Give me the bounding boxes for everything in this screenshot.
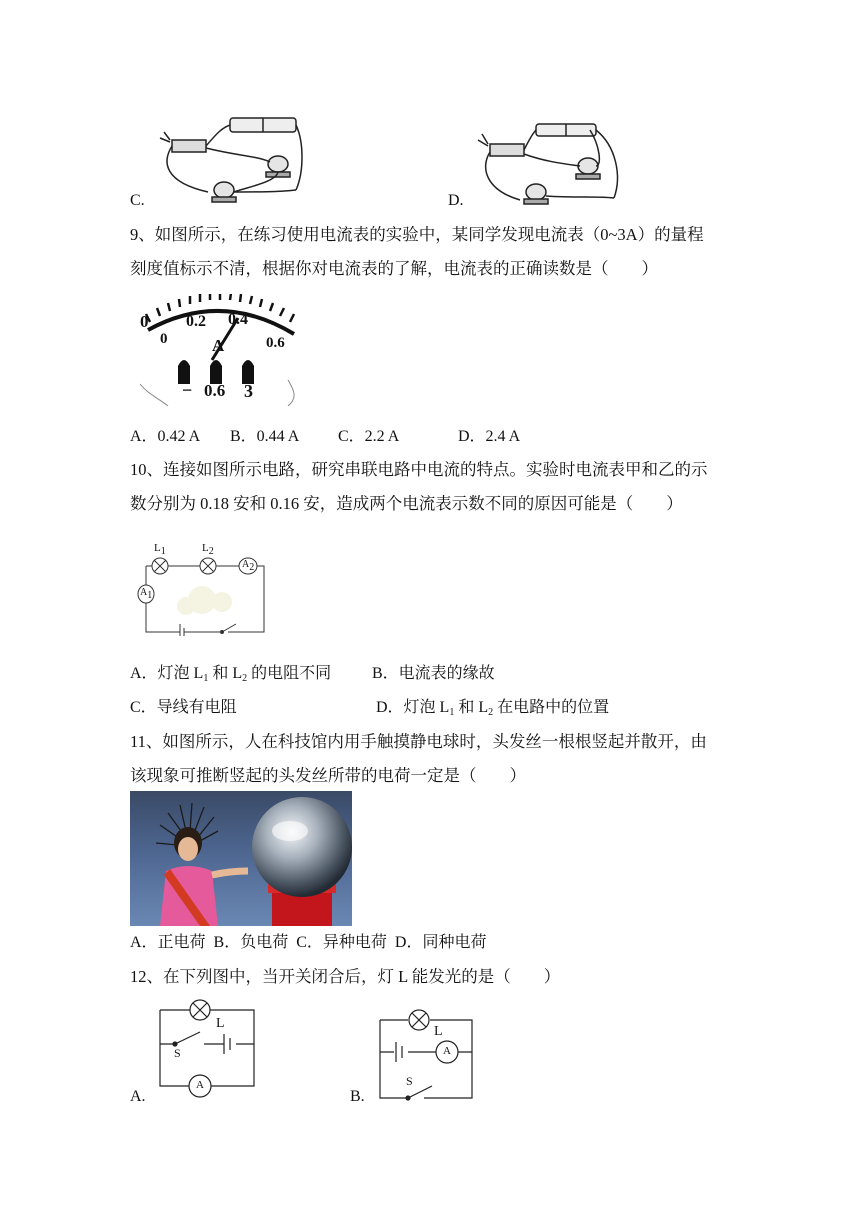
q9-option-b: B．0.44 A	[230, 428, 300, 445]
q12b-switch-label: S	[406, 1074, 413, 1088]
q9-meter-unit: A	[212, 336, 225, 355]
q10-stem-line2: 数分别为 0.18 安和 0.16 安，造成两个电流表示数不同的原因可能是（ ）	[130, 494, 683, 513]
q11-stem-line1: 11、如图所示，人在科技馆内用手触摸静电球时，头发丝一根根竖起并散开，由	[130, 732, 707, 751]
q10-option-d: D．灯泡 $L_1$ 和 $L_2$ 在电路中的位置	[376, 699, 610, 718]
q10-label-l1: $L_1$	[154, 542, 166, 557]
q12b-meter-label: A	[443, 1045, 451, 1057]
q8-figure-d	[476, 116, 626, 208]
q10-option-b: B．电流表的缘故	[372, 665, 495, 682]
q12a-meter-label: A	[196, 1079, 204, 1091]
q12-stem: 12、在下列图中，当开关闭合后，灯 L 能发光的是（ ）	[130, 967, 561, 986]
q11-photo-static-ball	[130, 791, 352, 926]
q9-meter-tick-0-2: 0.2	[186, 313, 206, 330]
q11-stem-line2: 该现象可推断竖起的头发丝所带的电荷一定是（ ）	[130, 766, 526, 785]
q8-figure-c	[158, 112, 308, 208]
q10-label-a1: $A_1$	[140, 587, 153, 601]
q9-option-d: D．2.4 A	[458, 428, 521, 445]
q8-option-d-label: D.	[448, 192, 464, 209]
q8-option-c-label: C.	[130, 192, 145, 209]
q12a-switch-label: S	[174, 1046, 181, 1060]
q10-label-l2: $L_2$	[202, 542, 214, 557]
q9-terminal-minus: −	[182, 380, 193, 400]
q10-label-a2: $A_2$	[242, 559, 255, 573]
q9-terminal-0-6: 0.6	[204, 381, 226, 400]
q9-stem-line1: 9、如图所示，在练习使用电流表的实验中，某同学发现电流表（0~3A）的量程	[130, 225, 704, 244]
q9-meter-tick-0: 0	[160, 331, 168, 347]
q9-option-c: C．2.2 A	[338, 428, 400, 445]
q12-option-a-label: A.	[130, 1088, 146, 1105]
q12-circuit-b	[378, 1004, 478, 1106]
q12-option-b-label: B.	[350, 1088, 365, 1105]
q10-circuit-figure	[132, 540, 272, 636]
q9-meter-tick-0-outer: 0	[140, 312, 149, 331]
q9-ammeter-figure	[138, 294, 304, 408]
q10-option-c: C．导线有电阻	[130, 699, 237, 716]
q9-option-a: A．0.42 A	[130, 428, 201, 445]
q10-option-a: A．灯泡 $L_1$ 和 $L_2$ 的电阻不同	[130, 665, 332, 684]
q10-stem-line1: 10、连接如图所示电路，研究串联电路中电流的特点。实验时电流表甲和乙的示	[130, 460, 708, 479]
q12a-lamp-label: L	[216, 1016, 225, 1031]
q12b-lamp-label: L	[434, 1024, 443, 1039]
q9-terminal-3: 3	[244, 381, 253, 401]
q9-meter-tick-0-6: 0.6	[266, 335, 285, 351]
q11-options: A．正电荷 B．负电荷 C．异种电荷 D．同种电荷	[130, 934, 487, 951]
q12-circuit-a	[158, 994, 258, 1098]
q9-stem-line2: 刻度值标示不清，根据你对电流表的了解，电流表的正确读数是（ ）	[130, 259, 658, 278]
q9-meter-tick-0-4: 0.4	[228, 311, 248, 328]
